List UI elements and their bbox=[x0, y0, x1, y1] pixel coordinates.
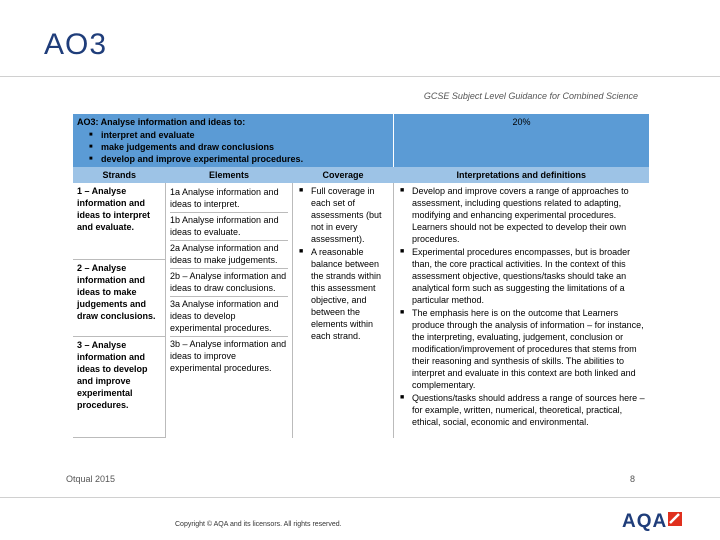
strand-row bbox=[73, 183, 649, 260]
interpretation-item: ■ Experimental procedures encompasses, but is broader than, the core practical activities. In the context of this assessment objective, questions/tasks should take an analytical form such as suggesting the limitations of a particular method. bbox=[398, 246, 645, 306]
logo-mark-icon bbox=[668, 512, 682, 526]
ao-item: ■ interpret and evaluate bbox=[91, 129, 389, 141]
coverage-item: ■ Full coverage in each set of assessments (but not in every assessment). bbox=[297, 185, 389, 245]
strand-cell: 3 – Analyse information and ideas to develop and improve experimental procedures. bbox=[73, 337, 166, 438]
element-item: 1a Analyse information and ideas to interpret. bbox=[170, 185, 288, 213]
column-header-row bbox=[73, 167, 649, 183]
interpretation-item: ■ Questions/tasks should address a range of sources here – for example, written, numerical, theoretical, practical, ethical, social, economic and environmental. bbox=[398, 392, 645, 428]
ao-title: AO3: Analyse information and ideas to: bbox=[77, 117, 246, 127]
ao-description bbox=[73, 114, 394, 167]
interpretation-item: ■ Develop and improve covers a range of approaches to assessment, including questions related to adapting, modifying and enhancing experimental procedures. Learners should not be expected to develop their own procedures. bbox=[398, 185, 645, 245]
element-item: 2a Analyse information and ideas to make judgements. bbox=[170, 241, 288, 269]
ao-item: ■ make judgements and draw conclusions bbox=[91, 141, 389, 153]
title-divider bbox=[0, 76, 720, 77]
column-header-strands: Strands bbox=[73, 167, 166, 183]
logo-text: AQA bbox=[622, 511, 668, 532]
element-item: 1b Analyse information and ideas to evaluate. bbox=[170, 213, 288, 241]
element-item: 2b – Analyse information and ideas to draw conclusions. bbox=[170, 269, 288, 297]
document-header: GCSE Subject Level Guidance for Combined Science bbox=[423, 91, 638, 101]
element-item: 3b – Analyse information and ideas to improve experimental procedures. bbox=[170, 339, 287, 373]
document-page-number: 8 bbox=[630, 474, 636, 484]
copyright-notice: Copyright © AQA and its licensors. All rights reserved. bbox=[175, 521, 342, 528]
coverage-item: ■ A reasonable balance between the strands within this assessment objective, and between the elements within each strand. bbox=[297, 246, 389, 342]
ao-item-list bbox=[91, 129, 389, 165]
document-footer: Otqual 2015 bbox=[66, 474, 116, 484]
interpretations-list bbox=[398, 185, 645, 428]
interpretation-item: ■ The emphasis here is on the outcome that Learners produce through the analysis of information – for instance, the interpreting, evaluating, judgement, conclusion or modification/improvement of procedures that stems from their reasoning and synthesis of skills. The abilities to interpret and evaluate in this context are both linked and complementary. bbox=[398, 307, 645, 391]
column-header-interpretations: Interpretations and definitions bbox=[394, 167, 650, 183]
column-header-elements: Elements bbox=[166, 167, 293, 183]
aqa-logo bbox=[622, 511, 682, 535]
ao-item: ■ develop and improve experimental procedures. bbox=[91, 153, 389, 165]
interpretations-cell bbox=[394, 183, 650, 438]
strand-cell: 2 – Analyse information and ideas to make judgements and draw conclusions. bbox=[73, 260, 166, 337]
footer-divider bbox=[0, 497, 720, 498]
slide-title: AO3 bbox=[44, 28, 108, 61]
ao-weighting: 20% bbox=[394, 114, 650, 167]
ao-header-row bbox=[73, 114, 649, 167]
strand-cell: 1 – Analyse information and ideas to interpret and evaluate. bbox=[73, 183, 166, 260]
coverage-list bbox=[297, 185, 389, 342]
column-header-coverage: Coverage bbox=[293, 167, 394, 183]
ao3-table bbox=[73, 114, 649, 438]
elements-cell bbox=[166, 183, 293, 438]
element-item: 3a Analyse information and ideas to develop experimental procedures. bbox=[170, 297, 288, 337]
coverage-cell bbox=[293, 183, 394, 438]
